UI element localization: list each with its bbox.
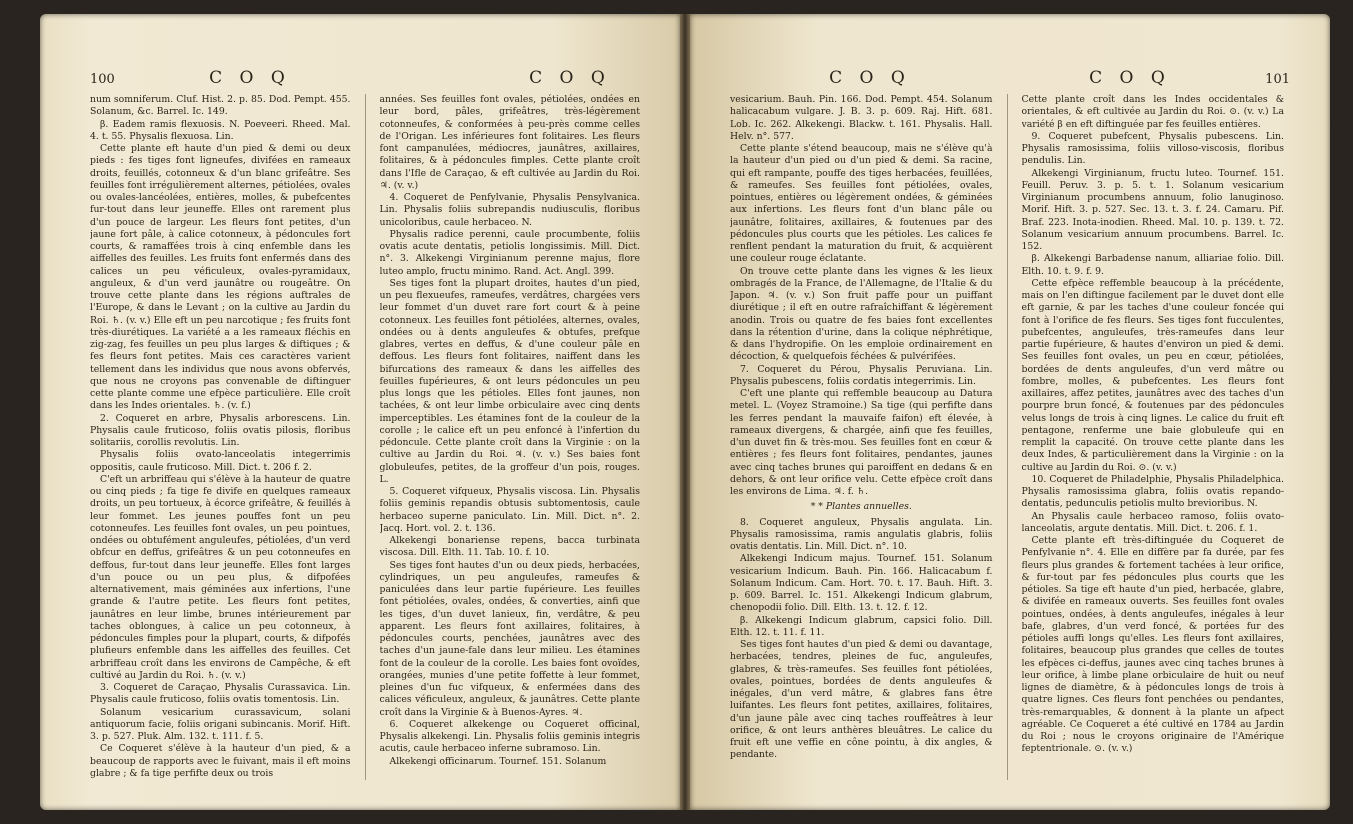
right-columns (730, 94, 1284, 780)
paragraph: Alkekengi bonariense repens, bacca turbinata viscosa. Dill. Elth. 11. Tab. 10. f. 10. (379, 535, 640, 559)
paragraph: 5. Coqueret vifqueux, Physalis viscosa. Lin. Physalis foliis geminis repandis obtusis subtomentosis, caule herbaceo superne paniculato. Lin. Mill. Dict. n°. 2. Jacq. Hort. vol. 2. t. 136. (379, 486, 640, 534)
paragraph: Ce Coqueret s'élève à la hauteur d'un pied, & a beaucoup de rapports avec le fuivant, mais il eft moins glabre ; & fa tige perfifte deux ou trois (90, 743, 351, 779)
right-running-title-1: C O Q (829, 68, 911, 88)
column-rule (365, 94, 366, 780)
paragraph: 9. Coqueret pubefcent, Physalis pubescens. Lin. Physalis ramosissima, foliis villoso-viscosis, floribus pendulis. Lin. (1021, 130, 1284, 167)
paragraph: 8. Coqueret anguleux, Physalis angulata. Lin. Physalis ramosissima, ramis angulatis glabris, foliis ovatis dentatis. Lin. Mill. Dict. n°. 10. (730, 516, 993, 552)
paragraph: 3. Coqueret de Caraçao, Physalis Curassavica. Lin. Physalis caule fruticoso, foliis ovatis tomentosis. Lin. (90, 682, 351, 706)
paragraph: β. Alkekengi Indicum glabrum, capsici folio. Dill. Elth. 12. t. 11. f. 11. (730, 614, 993, 638)
left-column-1 (90, 94, 351, 780)
right-running-head (740, 68, 1290, 92)
paragraph: Ses tiges font la plupart droites, hautes d'un pied, un peu flexueufes, rameufes, verdâtres, chargées vers leur fommet d'un duvet rare fort court & à peine cotonneux. Les feuilles font pétiolées, alternes, ovales, ondées ou à dents anguleufes & obtufes, prefque glabres, vertes en deffus, & d'une couleur pâle en deffous. Les fleurs font folitaires, naiffent dans les bifurcations des rameaux & dans les aiffelles des feuilles fupérieures, & ont leurs pédoncules un peu plus longs que les pétioles. Elles font jaunes, non tachées, & ont leur limbe orbiculaire avec cinq dents imperceptibles. Les étamines font de la couleur de la corolle ; le calice eft un peu enfoncé à l'infertion du pédoncule. Cette plante croît dans la Virginie : on la cultive au Jardin du Roi. ♃. (v. v.) Ses baies font globuleufes, petites, de la groffeur d'un pois, rouges. L. (379, 277, 640, 485)
paragraph: Alkekengi officinarum. Tournef. 151. Solanum (389, 755, 607, 767)
paragraph: num somniferum. Cluf. Hist. 2. p. 85. Dod. Pempt. 455. Solanum, &c. Barrel. Ic. 149. (90, 94, 351, 118)
paragraph: Ses tiges font hautes d'un ou deux pieds, herbacées, cylindriques, un peu anguleufes, rameufes & paniculées dans leur partie fupérieure. Les feuilles font pétiolées, ovales, ondées, & converties, ainfi que les tiges, d'un duvet lanieux, fin, verdâtre, & peu apparent. Les fleurs font axillaires, folitaires, à pédoncules courts, penchées, jaunâtres avec des taches d'un jaune-fale dans leur milieu. Les étamines font de la couleur de la corolle. Les baies font ovoïdes, orangées, munies d'une petite foffette à leur fommet, pleines d'un fuc vifqueux, & enfermées dans des calices véficuleux, anguleux, & jaunâtres. Cette plante croît dans la Virginie & à Buenos-Ayres. ♃. (379, 559, 640, 718)
left-running-title-2: C O Q (529, 68, 611, 88)
paragraph: Alkekengi Virginianum, fructu luteo. Tournef. 151. Feuill. Peruv. 3. p. 5. t. 1. Solanum vesicarium Virginianum procumbens annuum, folio lanuginoso. Morif. Hift. 3. p. 527. Sec. 13. t. 3. f. 24. Camaru. Pif. Braf. 223. Inota-inodien. Rheed. Mal. 10. p. 139. t. 72. Solanum vesicarium annuum procumbens. Barrel. Ic. 152. (1021, 167, 1284, 252)
right-column-2 (1022, 94, 1285, 780)
right-running-title-2: C O Q (1089, 68, 1171, 88)
paragraph: β. Eadem ramis flexuosis. N. Poeveeri. Rheed. Mal. 4. t. 55. Physalis flexuosa. Lin. (90, 118, 351, 142)
paragraph: Cette efpèce reffemble beaucoup à la précédente, mais on l'en diftingue facilement par le duvet dont elle eft garnie, & par les taches d'une couleur foncée qui font à l'orifice de fes fleurs. Ses tiges font fucculentes, pubefcentes, anguleufes, très-rameufes dans leur partie fupérieure, & hautes d'environ un pied & demi. Ses feuilles font ovales, un peu en cœur, pétiolées, bordées de dents anguleufes, d'un verd mâtre ou fombre, molles, & pubefcentes. Les fleurs font axillaires, affez petites, jaunâtres avec des taches d'un pourpre brun foncé, & foutenues par des pédoncules velus longs de trois à cinq lignes. Le calice du fruit eft pentagone, renferme une baie globuleufe qui en remplit la capacité. On trouve cette plante dans les deux Indes, & particulièrement dans la Virginie : on la cultive au Jardin du Roi. ⊙. (v. v.) (1021, 277, 1284, 473)
right-column-1 (730, 94, 993, 780)
paragraph: An Physalis caule herbaceo ramoso, foliis ovato-lanceolatis, argute dentatis. Mill. Dict. t. 206. f. 1. (1021, 510, 1284, 534)
left-column-2 (380, 94, 641, 780)
paragraph: Ses tiges font hautes d'un pied & demi ou davantage, herbacées, tendres, pleines de fuc, anguleufes, glabres, & très-rameufes. Ses feuilles font pétiolées, ovales, pointues, bordées de dents anguleufes & inégales, d'un verd mâtre, & glabres fans être luifantes. Les fleurs font petites, axillaires, folitaires, d'un jaune pâle avec cinq taches rouffeâtres à leur orifice, & ont leurs anthères bleuâtres. Le calice du fruit eft une veffie en cône pointu, à dix angles, & pendante. (730, 639, 993, 761)
paragraph: Alkekengi Indicum majus. Tournef. 151. Solanum vesicarium Indicum. Bauh. Pin. 166. Halicacabum f. Solanum Indicum. Cam. Hort. 70. t. 17. Bauh. Hift. 3. p. 609. Barrel. Ic. 151. Alkekengi Indicum glabrum, chenopodii folio. Dill. Elth. 13. t. 12. f. 12. (730, 553, 993, 614)
paragraph: Cette plante s'étend beaucoup, mais ne s'élève qu'à la hauteur d'un pied ou d'un pied & demi. Sa racine, qui eft rampante, pouffe des tiges herbacées, feuillées, & rameufes. Ses feuilles font pétiolées, ovales, pointues, entières ou légèrement ondées, & géminées aux infertions. Les fleurs font d'un blanc pâle ou jaunâtre, folitaires, axillaires, & foutenues par des pédoncules plus courts que les pétioles. Les calices fe renflent pendant la maturation du fruit, & acquièrent une couleur rouge éclatante. (730, 143, 993, 265)
paragraph: Solanum vesicarium curassavicum, solani antiquorum facie, foliis origani subincanis. Morif. Hift. 3. p. 527. Pluk. Alm. 132. t. 111. f. 5. (90, 706, 351, 742)
paragraph: C'eft une plante qui reffemble beaucoup au Datura metel. L. (Voyez Stramoine.) Sa tige (qui perfifte dans les ferres pendant la mauvaife faifon) eft élevée, à rameaux divergens, & chargée, ainfi que fes feuilles, d'un duvet fin & très-mou. Ses feuilles font en cœur & entières ; fes fleurs font folitaires, pendantes, jaunes avec cinq taches brunes qui paroiffent en dedans & en dehors, & ont leur orifice velu. Cette efpèce croît dans les environs de Lima. ♃. f. ♄. (730, 388, 993, 497)
paragraph: 7. Coqueret du Pérou, Physalis Peruviana. Lin. Physalis pubescens, foliis cordatis integerrimis. Lin. (730, 363, 993, 387)
paragraph: vesicarium. Bauh. Pin. 166. Dod. Pempt. 454. Solanum halicacabum vulgare. J. B. 3. p. 609. Raj. Hift. 681. Lob. Ic. 262. Alkekengi. Blackw. t. 161. Physalis. Hall. Helv. n°. 577. (730, 94, 993, 142)
paragraph: 6. Coqueret alkekenge ou Coqueret officinal, Physalis alkekengi. Lin. Physalis foliis geminis integris acutis, caule herbaceo inferne subramoso. Lin. (379, 718, 640, 755)
open-book (40, 14, 1330, 814)
left-running-title-1: C O Q (209, 68, 291, 88)
paragraph: années. Ses feuilles font ovales, pétiolées, ondées en leur bord, pâles, grifeâtres, très-légèrement cotonneufes, & conformées à peu-près comme celles de l'Origan. Les inférieures font folitaires. Les fleurs font campanulées, médiocres, jaunâtres, axillaires, folitaires, & à pédoncules fimples. Cette plante croît dans l'Ifle de Caraçao, & eft cultivée au Jardin du Roi. ♃. (v. v.) (379, 94, 640, 191)
paragraph: Cette plante eft très-diftinguée du Coqueret de Penfylvanie n°. 4. Elle en diffère par fa durée, par fes fleurs plus grandes & fortement tachées à leur orifice, & fur-tout par fes pédoncules plus courts que les pétioles. Sa tige eft haute d'un pied, herbacée, glabre, & divifée en rameaux ouverts. Ses feuilles font ovales pointues, ondées, à dents anguleufes, inégales à leur bafe, glabres, d'un verd foncé, & portées fur des pétioles auffi longs qu'elles. Les fleurs font axillaires, folitaires, beaucoup plus grandes que celles de toutes les efpèces ci-deffus, jaunes avec cinq taches brunes à leur orifice, à limbe plane orbiculaire de huit ou neuf lignes de diamètre, & à pédoncules longs de trois à quatre lignes. Ces fleurs font penchées ou pendantes, très-remarquables, & donnent à la plante un afpect agréable. Ce Coqueret a été cultivé en 1784 au Jardin du Roi ; nous le croyons originaire de l'Amérique feptentrionale. ⊙. (v. v.) (1021, 535, 1284, 755)
paragraph: Physalis radice perenni, caule procumbente, foliis ovatis acute dentatis, petiolis longissimis. Mill. Dict. n°. 3. Alkekengi Virginianum perenne majus, flore luteo amplo, fructu minimo. Rand. Act. Angl. 399. (379, 228, 640, 277)
left-page (40, 14, 680, 810)
right-page (690, 14, 1330, 810)
paragraph: β. Alkekengi Barbadense nanum, alliariae folio. Dill. Elth. 10. t. 9. f. 9. (1021, 253, 1284, 277)
paragraph: Cette plante croît dans les Indes occidentales & orientales, & eft cultivée au Jardin du Roi. ⊙. (v. v.) La variété β en eft diftinguée par fes feuilles entières. (1021, 94, 1284, 130)
paragraph: 4. Coqueret de Penfylvanie, Physalis Pensylvanica. Lin. Physalis foliis subrepandis nudiusculis, floribus unicoloribus, caule herbaceo. N. (379, 192, 640, 228)
left-columns (90, 94, 640, 780)
paragraph: 2. Coqueret en arbre, Physalis arborescens. Lin. Physalis caule fruticoso, foliis ovatis pilosis, floribus solitariis, corollis revolutis. Lin. (90, 412, 351, 448)
paragraph: Cette plante eft haute d'un pied & demi ou deux pieds : fes tiges font ligneufes, divifées en rameaux droits, feuillés, cotonneux & d'un blanc grifeâtre. Ses feuilles font irrégulièrement alternes, pétiolées, ovales ou ovales-lancéolées, entières, molles, & pubefcentes fur-tout dans leur jeuneffe. Elles ont rarement plus d'un pouce de largeur. Les fleurs font petites, d'un jaune fort pâle, à calice cotonneux, à pédoncules fort courts, & ramaffées trois à cinq enfemble dans les aiffelles des feuilles. Les fruits font enfermés dans des calices un peu véficuleux, ovales-pyramidaux, anguleux, & d'un verd jaunâtre ou rougeâtre. On trouve cette plante dans les régions auftrales de l'Europe, & dans le Levant ; on la cultive au Jardin du Roi. ♄. (v. v.) Elle eft un peu narcotique ; fes fruits font très-diurétiques. La variété a a les rameaux fléchis en zig-zag, fes feuilles un peu plus larges & diftiques ; & fes fleurs font petites. Mais ces caractères varient tellement dans les individus que nous avons obfervés, que nous ne croyons pas convenable de diftinguer cette plante comme une efpèce particulière. Elle croît dans les Indes orientales. ♄. (v. f.) (90, 143, 351, 412)
paragraph: 10. Coqueret de Philadelphie, Physalis Philadelphica. Physalis ramosissima glabra, foliis ovatis repando-dentatis, pedunculis petiolis multo brevioribus. N. (1021, 473, 1284, 510)
book-gutter (680, 14, 690, 810)
paragraph: C'eft un arbriffeau qui s'élève à la hauteur de quatre ou cinq pieds ; fa tige fe divife en quelques rameaux droits, un peu tortueux, à écorce grifeâtre, & feuillés à leur fommet. Les jeunes pouffes font un peu cotonneufes. Les feuilles font ovales, un peu pointues, ondées ou obtufément anguleufes, pétiolées, d'un verd obfcur en deffus, grifeâtres & un peu cotonneufes en deffous, fur-tout dans leur jeuneffe. Elles font larges d'un pouce ou un peu plus, & difpofées alternativement, mais géminées aux infertions, l'une grande & l'autre petite. Les fleurs font petites, jaunâtres en leur limbe, brunes intérieurement par taches oblongues, à calice un peu cotonneux, à pédoncules fimples pour la plupart, courts, & difpofés plufieurs enfemble dans les aiffelles des feuilles. Cet arbriffeau croît dans les environs de Campêche, & eft cultivé au Jardin du Roi. ♄. (v. v.) (90, 473, 351, 681)
left-page-number: 100 (90, 72, 115, 87)
paragraph: Physalis foliis ovato-lanceolatis integerrimis oppositis, caule fruticoso. Mill. Dict. t. 206 f. 2. (90, 449, 351, 473)
column-rule (1007, 94, 1008, 780)
section-heading: * * Plantes annuelles. (810, 501, 912, 513)
paragraph: On trouve cette plante dans les vignes & les lieux ombragés de la France, de l'Allemagne, de l'Italie & du Japon. ♃. (v. v.) Son fruit paffe pour un puiffant diurétique ; il eft en outre rafraîchiffant & légèrement anodin. Trois ou quatre de fes baies font excellentes dans la rétention d'urine, dans la colique néphrétique, & dans l'hydropifie. On les emploie ordinairement en décoction, & quelquefois féchées & pulvérifées. (730, 265, 993, 363)
right-page-number: 101 (1265, 72, 1290, 87)
left-running-head (90, 68, 640, 92)
